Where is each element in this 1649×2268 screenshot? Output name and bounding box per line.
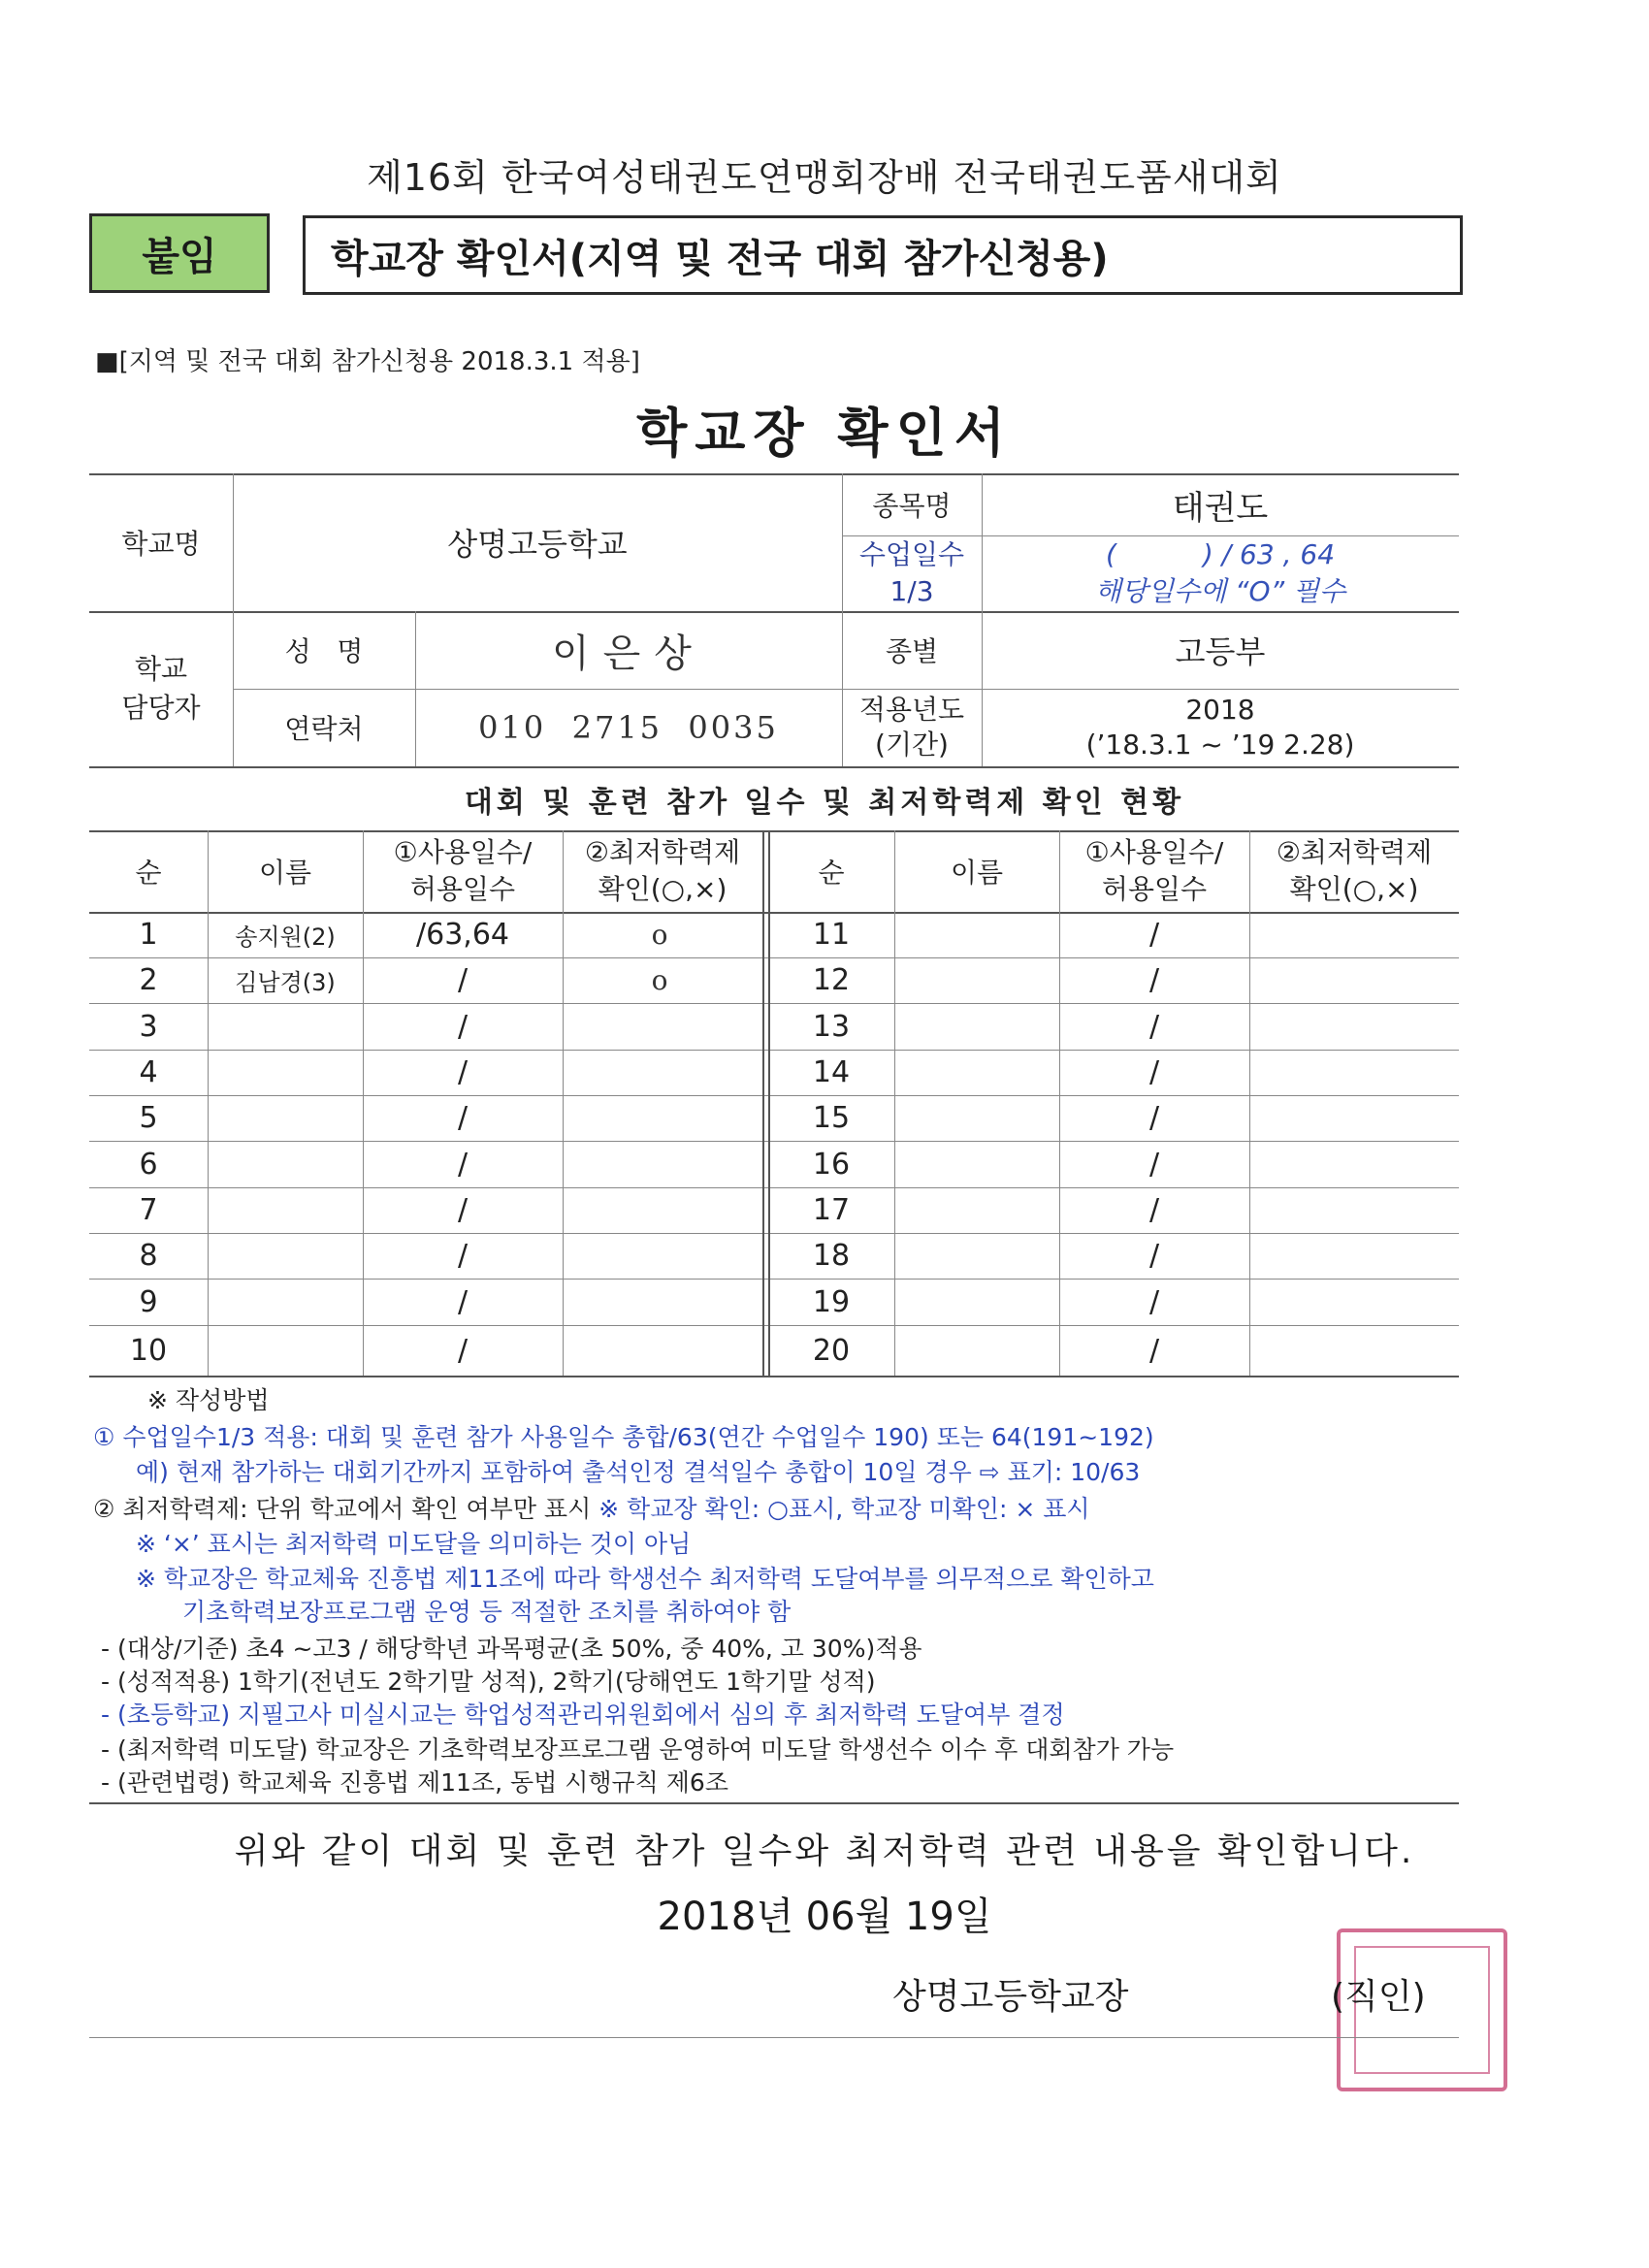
notes-heading: ※ 작성방법 <box>147 1386 270 1414</box>
row-3-no: 3 <box>139 1009 158 1044</box>
row-9-days: / <box>457 1284 469 1319</box>
document-title: 학교장 확인서(지역 및 전국 대회 참가신청용) <box>303 215 1463 295</box>
note-2b: ※ ‘×’ 표시는 최저학력 미도달을 의미하는 것이 아님 <box>136 1530 692 1558</box>
row-18-no: 18 <box>812 1239 851 1273</box>
row-19-no: 19 <box>812 1284 851 1319</box>
header-name-right: 이름 <box>950 857 1004 889</box>
year-value <box>982 689 1459 766</box>
row-16-no: 16 <box>812 1147 851 1182</box>
row-10-no: 10 <box>129 1333 168 1368</box>
detail-4: - (최저학력 미도달) 학교장은 기초학력보장프로그램 운영하여 미도달 학생선수 이수 후 대회참가 가능 <box>101 1735 1175 1764</box>
header-days-2: 허용일수 <box>409 873 516 905</box>
row-2-no: 2 <box>139 963 158 997</box>
detail-2: - (성적적용) 1학기(전년도 2학기말 성적), 2학기(당해연도 1학기말 성적) <box>101 1668 876 1696</box>
header-order: 순 <box>135 857 162 889</box>
row-7-days: / <box>457 1193 469 1227</box>
row-13-no: 13 <box>812 1009 851 1044</box>
header-min-1: ②최저학력제 <box>584 836 741 868</box>
note-2a-text: ② 최저학력제: 단위 학교에서 확인 여부만 표시 <box>93 1495 592 1523</box>
row-8-days: / <box>457 1239 469 1273</box>
seal-label: (직인) <box>1331 1977 1426 2017</box>
year-label-1: 적용년도 <box>858 694 965 726</box>
staff-label-1: 학교 <box>134 653 188 685</box>
class-days-value-2: 해당일수에 “O” 필수 <box>1094 575 1346 607</box>
row-9-no: 9 <box>139 1284 158 1319</box>
row-11-days: / <box>1148 918 1160 952</box>
note-1b: 예) 현재 참가하는 대회기간까지 포함하여 출석인정 결석일수 총합이 10일 경우 ⇨ 표기: 10/63 <box>136 1458 1141 1486</box>
contact-value-handwritten: 010 2715 0035 <box>478 709 779 746</box>
class-days-label <box>842 535 982 611</box>
note-2a <box>93 1490 1090 1525</box>
category-label: 종별 <box>885 635 939 667</box>
section-title: 대회 및 훈련 참가 일수 및 최저학력제 확인 현황 <box>464 786 1185 820</box>
row-1-name: 송지원(2) <box>235 923 336 951</box>
principal-name: 상명고등학교장 <box>892 1977 1129 2017</box>
row-14-no: 14 <box>812 1055 851 1089</box>
row-6-no: 6 <box>139 1147 158 1182</box>
header-min <box>563 830 762 912</box>
header-name: 이름 <box>258 857 312 889</box>
staff-label <box>89 611 233 766</box>
row-14-days: / <box>1148 1055 1160 1089</box>
row-8-no: 8 <box>139 1239 158 1273</box>
confirm-statement: 위와 같이 대회 및 훈련 참가 일수와 최저학력 관련 내용을 확인합니다. <box>234 1831 1415 1871</box>
row-1-days: /63,64 <box>416 918 509 952</box>
row-2-name: 김남경(3) <box>235 969 336 996</box>
header-min-right <box>1249 830 1459 912</box>
name-label: 성 명 <box>284 635 364 667</box>
detail-3: - (초등학교) 지필고사 미실시교는 학업성적관리위원회에서 심의 후 최저학력 도달여부 결정 <box>101 1701 1065 1729</box>
row-19-days: / <box>1148 1284 1160 1319</box>
row-18-days: / <box>1148 1239 1160 1273</box>
row-2-check: o <box>651 964 674 996</box>
row-7-no: 7 <box>139 1193 158 1227</box>
header-min-right-2: 확인(○,×) <box>1289 873 1419 905</box>
header-days-right-2: 허용일수 <box>1101 873 1208 905</box>
row-16-days: / <box>1148 1147 1160 1182</box>
row-17-days: / <box>1148 1193 1160 1227</box>
row-13-days: / <box>1148 1009 1160 1044</box>
name-value-handwritten: 이은상 <box>552 631 705 676</box>
row-2-days: / <box>457 963 469 997</box>
staff-label-2: 담당자 <box>121 692 201 724</box>
row-1-check: o <box>651 919 674 951</box>
row-3-days: / <box>457 1009 469 1044</box>
row-12-days: / <box>1148 963 1160 997</box>
row-11-no: 11 <box>812 918 851 952</box>
event-value: 태권도 <box>1172 488 1269 528</box>
row-15-no: 15 <box>812 1101 851 1135</box>
school-value: 상명고등학교 <box>447 526 628 563</box>
contact-label: 연락처 <box>284 713 364 745</box>
note-2c: ※ 학교장은 학교체육 진흥법 제11조에 따라 학생선수 최저학력 도달여부를 의무적으로 확인하고 <box>136 1565 1154 1593</box>
row-10-days: / <box>457 1333 469 1368</box>
class-days-value-1: ( ) / 63 , 64 <box>1105 538 1336 570</box>
row-12-no: 12 <box>812 963 851 997</box>
header-days <box>363 830 563 912</box>
year-label <box>842 689 982 766</box>
row-1-no: 1 <box>139 918 158 952</box>
year-value-2: (’18.3.1 ~ ’19 2.28) <box>1085 729 1355 761</box>
row-4-no: 4 <box>139 1055 158 1089</box>
row-15-days: / <box>1148 1101 1160 1135</box>
row-17-no: 17 <box>812 1193 851 1227</box>
header-days-right-1: ①사용일수/ <box>1084 836 1224 868</box>
category-value: 고등부 <box>1175 633 1266 670</box>
row-5-no: 5 <box>139 1101 158 1135</box>
issue-date: 2018년 06월 19일 <box>657 1895 992 1939</box>
note-2d: 기초학력보장프로그램 운영 등 적절한 조치를 취하여야 함 <box>182 1598 792 1626</box>
attach-badge: 붙임 <box>89 213 270 293</box>
school-label: 학교명 <box>121 528 201 560</box>
notice-line: ■[지역 및 전국 대회 참가신청용 2018.3.1 적용] <box>95 347 640 376</box>
class-days-label-2: 1/3 <box>889 575 934 607</box>
header-min-2: 확인(○,×) <box>598 873 728 905</box>
detail-1: - (대상/기준) 초4 ~고3 / 해당학년 과목평균(초 50%, 중 40%, 고 30%)적용 <box>101 1635 922 1663</box>
note-1a: ① 수업일수1/3 적용: 대회 및 훈련 참가 사용일수 총합/63(연간 수업일수 190) 또는 64(191~192) <box>93 1423 1154 1451</box>
row-6-days: / <box>457 1147 469 1182</box>
header-order-right: 순 <box>818 857 845 889</box>
event-title: 제16회 한국여성태권도연맹회장배 전국태권도품새대회 <box>367 156 1282 199</box>
row-20-no: 20 <box>812 1333 851 1368</box>
row-5-days: / <box>457 1101 469 1135</box>
detail-5: - (관련법령) 학교체육 진흥법 제11조, 동법 시행규칙 제6조 <box>101 1768 728 1797</box>
header-days-1: ①사용일수/ <box>393 836 533 868</box>
header-days-right <box>1059 830 1249 912</box>
row-4-days: / <box>457 1055 469 1089</box>
class-days-label-1: 수업일수 <box>858 538 965 570</box>
year-value-1: 2018 <box>1185 694 1255 726</box>
row-20-days: / <box>1148 1333 1160 1368</box>
header-min-right-1: ②최저학력제 <box>1276 836 1433 868</box>
main-title: 학교장 확인서 <box>636 403 1013 464</box>
event-label: 종목명 <box>872 490 952 522</box>
year-label-2: (기간) <box>875 729 949 761</box>
class-days-value <box>982 535 1459 611</box>
note-2a-blue: ※ 학교장 확인: ○표시, 학교장 미확인: × 표시 <box>591 1495 1090 1523</box>
